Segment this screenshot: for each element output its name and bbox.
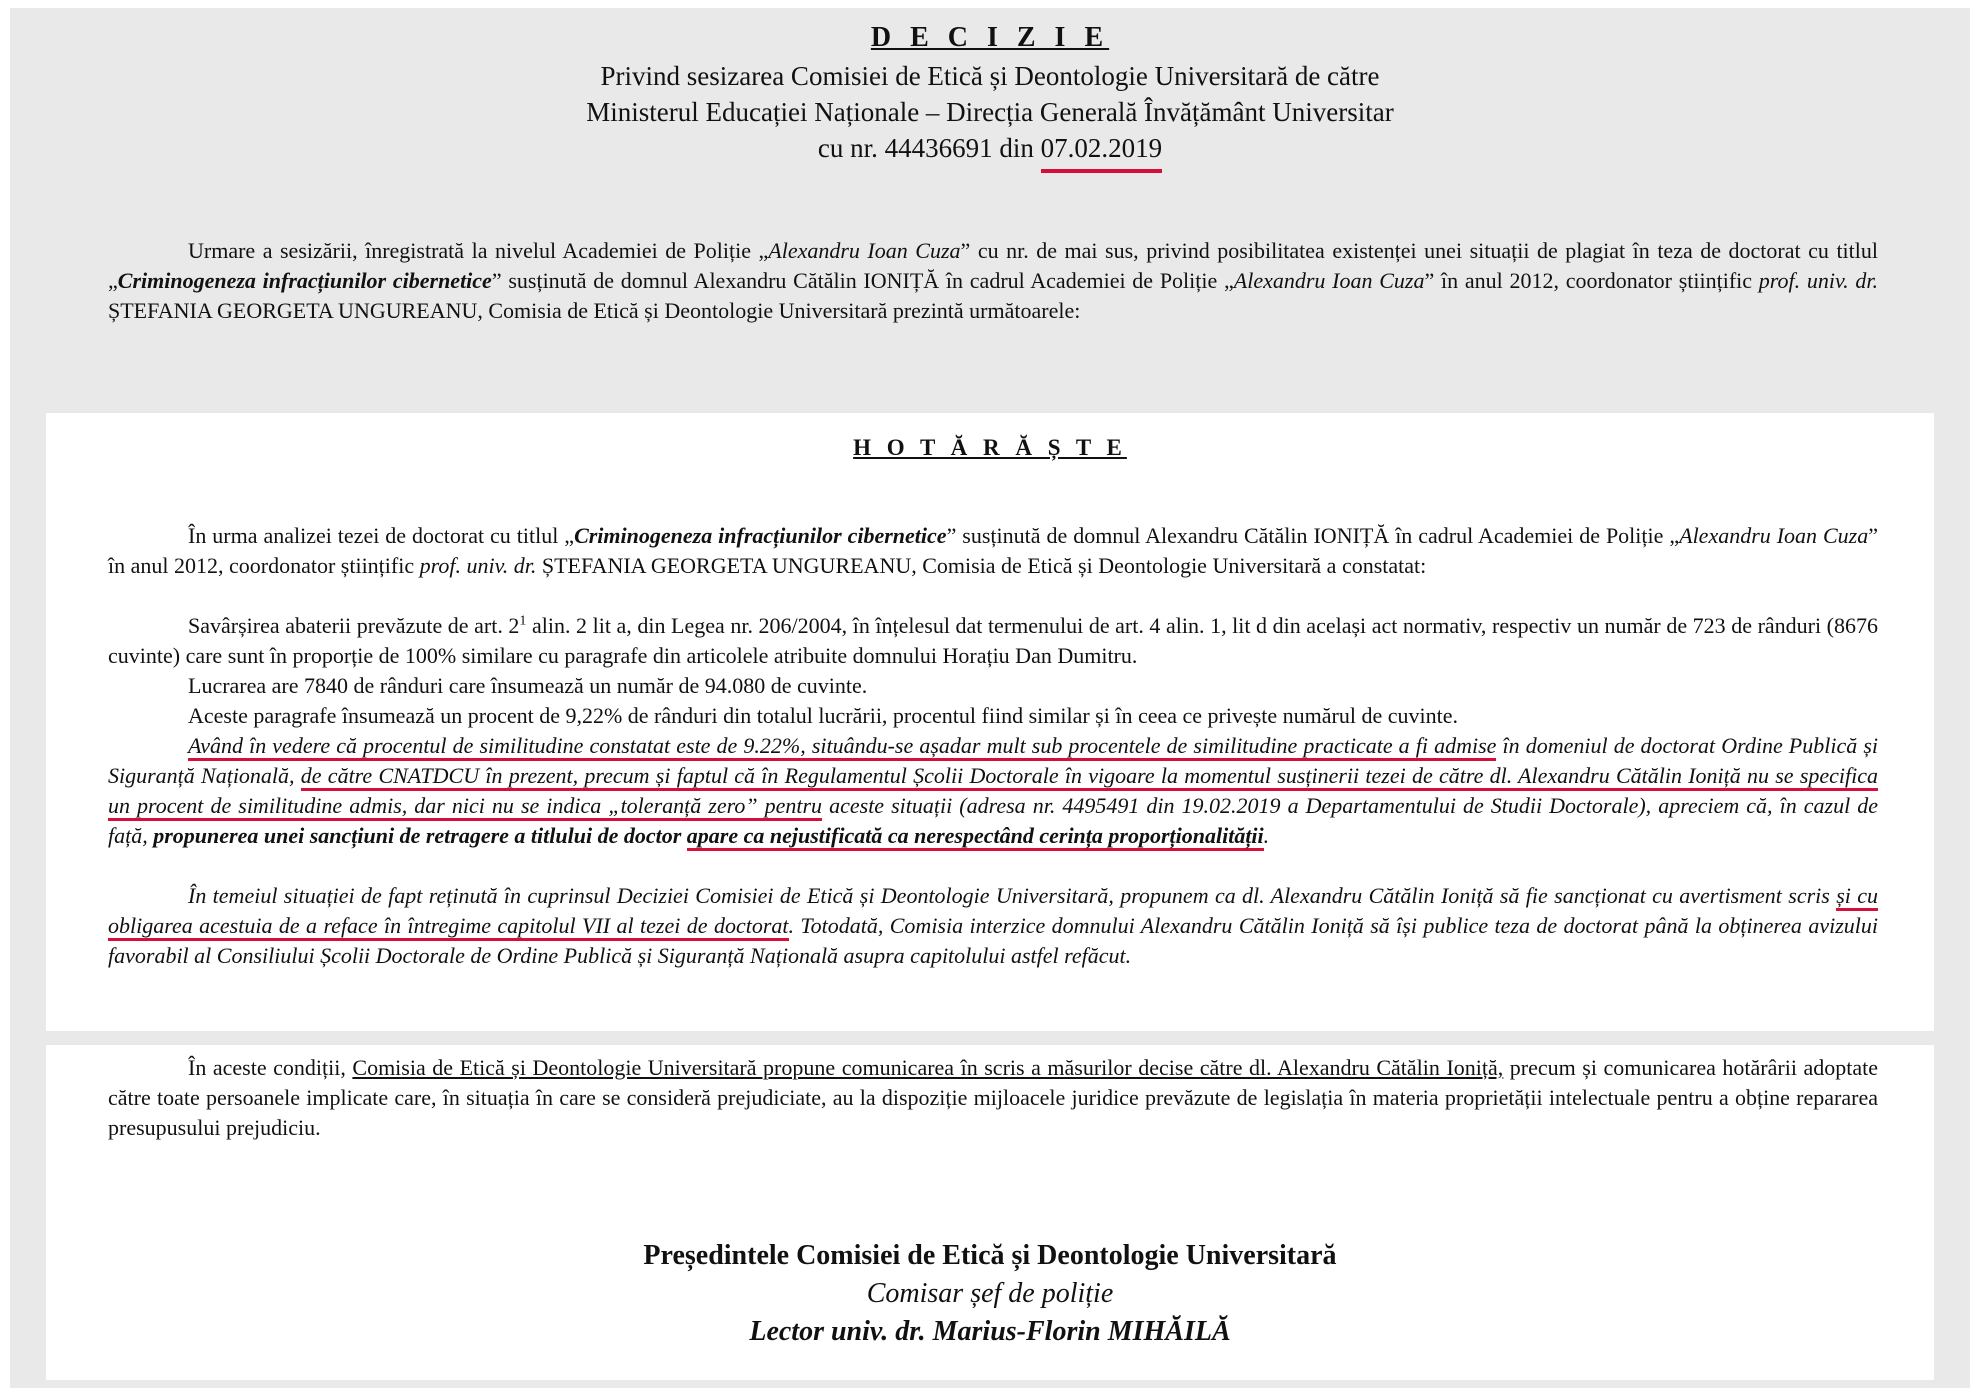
- decision-text: aceste situații (adresa nr. 4495491 din 19.02.2019 a Departamentului de Studii Doctorale), apreciem că, în cazul de față,: [108, 793, 1878, 848]
- decision-text: ȘTEFANIA GEORGETA UNGUREANU, Comisia de Etică și Deontologie Universitară a constatat:: [536, 553, 1427, 578]
- decision-text: propunerea unei sancțiuni de retragere a titlului de doctor: [153, 823, 687, 848]
- intro-text: ȘTEFANIA GEORGETA UNGUREANU, Comisia de Etică și Deontologie Universitară prezintă următoarele:: [108, 298, 1081, 323]
- subtitle-line-2: Ministerul Educației Naționale – Direcția Generală Învățământ Universitar: [586, 97, 1394, 127]
- underlined-text: Comisia de Etică și Deontologie Universitară propune comunicarea în scris a măsurilor decise către dl. Alexandru Cătălin Ioniță,: [352, 1055, 1504, 1080]
- highlighted-text: apare ca nejustificată ca nerespectând cerința proporționalității: [687, 823, 1264, 851]
- conclusion-section: [46, 1045, 1934, 1380]
- intro-text: prof. univ. dr.: [1758, 268, 1879, 293]
- intro-text: Urmare a sesizării, înregistrată la nivelul Academiei de Poliție „: [188, 238, 769, 263]
- decision-paragraph-1: [108, 521, 1878, 581]
- decision-text: în domeniul de doctorat Ordine Publică și Siguranță Națională,: [108, 733, 1878, 788]
- conclusion-text: În aceste condiții,: [188, 1055, 353, 1080]
- decision-text: ” în anul 2012, coordonator științific: [108, 523, 1879, 578]
- document-subtitle: [10, 58, 1970, 166]
- reference-date: 07.02.2019: [1041, 133, 1163, 173]
- highlighted-text: de către CNATDCU în prezent, precum și faptul că în Regulamentul Școlii Doctorale în vigoare la momentul susținerii tezei de către dl. Alexandru Cătălin Ioniță nu se specifica un procent de similitudine admis, dar nici nu se indica „toleranță zero” pentru: [108, 763, 1878, 821]
- decision-paragraph-5: [108, 731, 1878, 851]
- conclusion-text: precum și comunicarea hotărârii adoptate către toate persoanele implicate care, în situația în care se consideră prejudiciate, au la dispoziție mijloacele juridice prevăzute de legislația în materia proprietății intelectuale pentru a obține repararea presupusului prejudiciu.: [108, 1055, 1878, 1140]
- highlighted-text: și cu obligarea acestuia de a reface în întregime capitolul VII al tezei de doctorat: [108, 883, 1878, 941]
- signatory-role: Președintele Comisiei de Etică și Deontologie Universitară: [643, 1240, 1337, 1271]
- intro-text: ” în anul 2012, coordonator științific: [1424, 268, 1759, 293]
- decision-text: În urma analizei tezei de doctorat cu titlul „: [188, 523, 575, 548]
- signatory-name: Lector univ. dr. Marius-Florin MIHĂILĂ: [749, 1316, 1231, 1347]
- decision-text: alin. 2 lit a, din Legea nr. 206/2004, în înțelesul dat termenului de art. 4 alin. 1, lit d din același act normativ, respectiv un număr de 723 de rânduri (8676 cuvinte) care sunt în proporție de 100% similare cu paragrafe din articolele atribuite domnului Horațiu Dan Dumitru.: [108, 613, 1878, 668]
- intro-text: ” cu nr. de mai sus, privind posibilitatea existenței unei situații de plagiat în teza de doctorat cu titlul „: [108, 238, 1879, 293]
- decision-text: . Totodată, Comisia interzice domnului Alexandru Cătălin Ioniță să își publice teza de doctorat până la obținerea avizului favorabil al Consiliului Școlii Doctorale de Ordine Publică și Siguranță Națională asupra capitolului astfel refăcut.: [108, 913, 1878, 968]
- thesis-title: Criminogeneza infracțiunilor cibernetice: [574, 523, 947, 548]
- decision-section: [46, 413, 1934, 1031]
- document-title: D E C I Z I E: [870, 22, 1110, 53]
- header-section: [10, 8, 1970, 413]
- decision-text: ” susținută de domnul Alexandru Cătălin IONIȚĂ în cadrul Academiei de Poliție „: [946, 523, 1680, 548]
- intro-text: Alexandru Ioan Cuza: [1233, 268, 1425, 293]
- decision-paragraph-3: Lucrarea are 7840 de rânduri care însumează un număr de 94.080 de cuvinte.: [188, 673, 868, 698]
- decision-paragraph-6: [108, 881, 1878, 971]
- decision-heading: H O T Ă R Ă Ș T E: [853, 435, 1127, 460]
- intro-paragraph: [108, 236, 1878, 326]
- intro-text: Alexandru Ioan Cuza: [768, 238, 961, 263]
- document-frame: [10, 8, 1970, 1388]
- reference-number: cu nr. 44436691 din: [817, 133, 1041, 163]
- decision-paragraph-4: Aceste paragrafe însumează un procent de 9,22% de rânduri din totalul lucrării, procentul fiind similar și în ceea ce privește numărul de cuvinte.: [188, 703, 1459, 728]
- decision-text: prof. univ. dr.: [419, 553, 537, 578]
- decision-text: În temeiul situației de fapt reținută în cuprinsul Deciziei Comisiei de Etică și Deontologie Universitară, propunem ca dl. Alexandru Cătălin Ioniță să fie sancționat cu avertisment scris: [188, 883, 1837, 908]
- subtitle-line-3: [10, 130, 1970, 166]
- highlighted-text: Având în vedere că procentul de similitudine constatat este de 9.22%, situându-se așadar mult sub procentele de similitudine practicate a fi admise: [188, 733, 1496, 761]
- decision-text: .: [1263, 823, 1270, 848]
- decision-paragraph-2: [108, 611, 1878, 671]
- decision-text: Savârșirea abaterii prevăzute de art. 2: [188, 613, 520, 638]
- superscript: 1: [519, 613, 527, 629]
- subtitle-line-1: Privind sesizarea Comisiei de Etică și Deontologie Universitară de către: [600, 61, 1380, 91]
- thesis-title: Criminogeneza infracțiunilor cibernetice: [117, 268, 492, 293]
- signatory-rank: Comisar șef de poliție: [866, 1278, 1114, 1309]
- conclusion-paragraph: [108, 1053, 1878, 1143]
- decision-text: Alexandru Ioan Cuza: [1679, 523, 1869, 548]
- signature-block: [46, 1237, 1934, 1351]
- intro-text: ” susținută de domnul Alexandru Cătălin IONIȚĂ în cadrul Academiei de Poliție „: [491, 268, 1234, 293]
